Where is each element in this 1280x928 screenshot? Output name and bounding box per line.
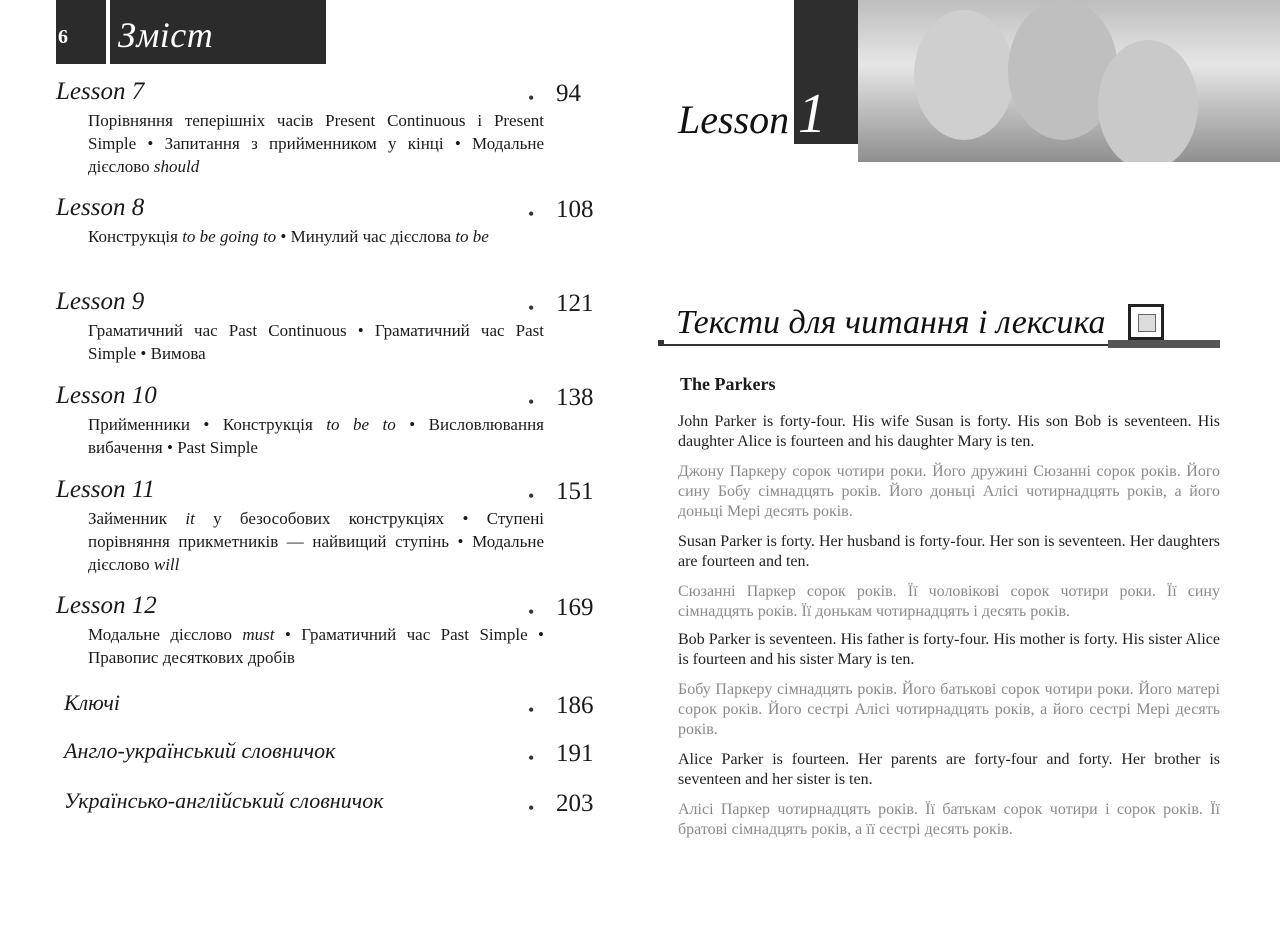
photo-face-girl bbox=[1098, 40, 1198, 162]
toc-page-number: 203 bbox=[556, 790, 594, 817]
bullet-icon: • bbox=[528, 204, 535, 224]
toc-appendix-title: Ключі bbox=[64, 690, 121, 715]
english-paragraph: Alice Parker is fourteen. Her parents are forty-four and forty. Her brother is seventeen and her sister is ten. bbox=[678, 751, 1220, 788]
ukrainian-paragraph: Бобу Паркеру сімнадцять років. Його батькові сорок чотири роки. Його матері сорок років. Його сестрі Алісі чотирнадцять років, а його сестрі Мері десять років. bbox=[678, 681, 1220, 738]
toc-entry bbox=[56, 78, 616, 178]
toc-page-number: 138 bbox=[556, 384, 594, 411]
english-paragraph: John Parker is forty-four. His wife Susan is forty. His son Bob is seventeen. His daughter Alice is fourteen and his daughter Mary is ten. bbox=[678, 413, 1220, 450]
toc-description: Займенник it у безособових конструкціях • Ступені порівняння прикметників — найвищий ступінь • Модальне дієслово will bbox=[88, 509, 545, 574]
page-title: Зміст bbox=[118, 15, 214, 55]
toc-entry bbox=[56, 476, 616, 576]
bullet-icon: • bbox=[528, 700, 535, 720]
ukrainian-paragraph: Алісі Паркер чотирнадцять років. Її батькам сорок чотири і сорок років. Її братові сімнадцять років, а її сестрі десять років. bbox=[678, 801, 1220, 838]
bullet-icon: • bbox=[528, 486, 535, 506]
toc-entry bbox=[56, 194, 616, 248]
toc-page-number: 108 bbox=[556, 196, 594, 223]
bullet-icon: • bbox=[528, 602, 535, 622]
toc-page-number: 94 bbox=[556, 80, 581, 107]
ukrainian-paragraph: Джону Паркеру сорок чотири роки. Його дружині Сюзанні сорок років. Його сину Бобу сімнадцять років. Його доньці Алісі чотирнадцять років, а його доньці Мері десять років. bbox=[678, 463, 1220, 520]
toc-description: Граматичний час Past Continuous • Граматичний час Past Simple • Вимова bbox=[88, 321, 544, 363]
toc-lesson-title: Lesson 12 bbox=[56, 592, 157, 619]
toc-description: Конструкція to be going to • Минулий час дієслова to be bbox=[88, 227, 489, 246]
toc-page-number: 151 bbox=[556, 478, 594, 505]
photo-face-woman bbox=[914, 10, 1014, 140]
lesson-number: 1 bbox=[798, 83, 826, 145]
toc-lesson-title: Lesson 11 bbox=[56, 476, 155, 503]
toc-description: Прийменники • Конструкція to be to • Висловлювання вибачення • Past Simple bbox=[88, 415, 544, 457]
toc-page-number: 121 bbox=[556, 290, 594, 317]
toc-description: Модальне дієслово must • Граматичний час Past Simple • Правопис десяткових дробів bbox=[88, 625, 544, 667]
toc-entry bbox=[56, 592, 616, 669]
toc-lesson-title: Lesson 7 bbox=[56, 78, 145, 105]
bullet-icon: • bbox=[528, 798, 535, 818]
toc-appendix-entry bbox=[56, 788, 616, 818]
toc-page-number: 191 bbox=[556, 740, 594, 767]
bullet-icon: • bbox=[528, 88, 535, 108]
bullet-icon: • bbox=[528, 748, 535, 768]
bullet-icon: • bbox=[528, 298, 535, 318]
toc-page-number: 169 bbox=[556, 594, 594, 621]
family-photo bbox=[858, 0, 1280, 162]
toc-appendix-entry bbox=[56, 690, 616, 720]
toc-lesson-title: Lesson 8 bbox=[56, 194, 145, 221]
toc-page-number: 186 bbox=[556, 692, 594, 719]
lesson-word: Lesson bbox=[678, 97, 790, 142]
section-bar bbox=[1108, 340, 1220, 348]
english-paragraph: Susan Parker is forty. Her husband is forty-four. Her son is seventeen. Her daughters are fourteen and ten. bbox=[678, 533, 1220, 570]
english-paragraph: Bob Parker is seventeen. His father is forty-four. His mother is forty. His sister Alice is fourteen and his sister Mary is ten. bbox=[678, 631, 1220, 668]
text-title: The Parkers bbox=[680, 374, 776, 394]
toc-entry bbox=[56, 382, 616, 459]
toc-appendix-entry bbox=[56, 738, 616, 768]
header-divider bbox=[106, 0, 110, 64]
bullet-icon: • bbox=[528, 392, 535, 412]
right-page bbox=[640, 0, 1280, 928]
toc-appendix-title: Українсько-англійський словничок bbox=[64, 788, 384, 813]
toc-appendix-title: Англо-український словничок bbox=[64, 738, 336, 763]
toc-lesson-title: Lesson 9 bbox=[56, 288, 145, 315]
ukrainian-paragraph: Сюзанні Паркер сорок років. Її чоловікові сорок чотири роки. Її сину сімнадцять років. Її донькам чотирнадцять і десять років. bbox=[678, 583, 1220, 620]
section-heading: Тексти для читання і лексика bbox=[676, 304, 1106, 341]
toc-description: Порівняння теперішніх часів Present Continuous і Present Simple • Запитання з прийменником у кінці • Модальне дієслово should bbox=[88, 111, 544, 176]
toc-lesson-title: Lesson 10 bbox=[56, 382, 157, 409]
toc-entry bbox=[56, 288, 616, 365]
book-icon bbox=[1128, 304, 1164, 340]
page-number: 6 bbox=[58, 26, 68, 48]
